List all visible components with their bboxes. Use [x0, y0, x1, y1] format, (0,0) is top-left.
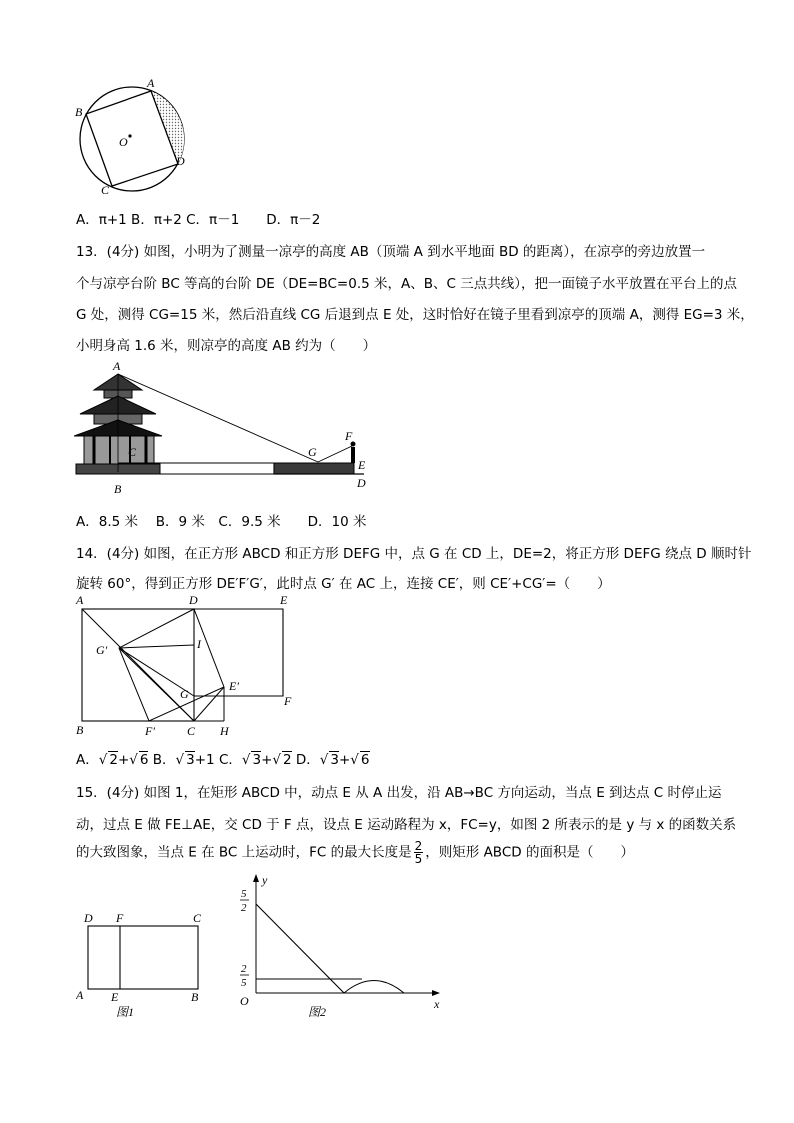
q15-line3-b: ，则矩形 ABCD 的面积是（ ） [425, 844, 634, 861]
fig1-label-f: F [116, 911, 124, 925]
q12-label-a: A [147, 76, 155, 90]
q14-label-d: D [189, 593, 198, 607]
fig2-arc [344, 981, 404, 994]
q14-opt-a-plus: + [117, 752, 130, 768]
q14-label-c: C [187, 724, 196, 738]
fig2-low-num: 2 [241, 963, 247, 975]
q14-label-b: B [76, 723, 84, 737]
fig2-low-den: 5 [241, 977, 247, 989]
q14-opt-d-r2: 6 [360, 752, 370, 768]
q14-label-h: H [220, 724, 229, 738]
person [351, 442, 356, 464]
q14-opt-d-r1: 3 [330, 752, 339, 768]
q12-center-dot [128, 134, 131, 137]
q15-fraction [414, 840, 424, 865]
fig1-label-b: B [191, 990, 199, 1004]
q12-label-c: C [101, 183, 110, 197]
q14-label-g: G [180, 687, 189, 701]
q15-fig1 [76, 906, 216, 1031]
q13-label-d: D [357, 476, 366, 490]
q13-label-a: A [113, 360, 121, 373]
q15-frac-num: 2 [414, 839, 423, 853]
q14-opt-c-plus: + [261, 752, 273, 768]
q14-opt-c-prefix: C． [218, 752, 242, 768]
q14-line2: 旋转 60°，得到正方形 DE′F′G′，此时点 G′ 在 AC 上，连接 CE′，则 CE′+CG′=（ ） [76, 576, 611, 592]
q13-label-c: C [128, 445, 137, 459]
q14-opt-a-r2: 6 [139, 752, 149, 768]
fig2-label-o: O [240, 994, 249, 1008]
q14-opt-b-r: 3 [186, 752, 195, 768]
q15-line2: 动，过点 E 做 FE⊥AE，交 CD 于 F 点，设点 E 运动路程为 x，FC=y，如图 2 所表示的是 y 与 x 的函数关系 [76, 817, 737, 833]
q14-opt-b-prefix: B． [148, 752, 176, 768]
q13-line2: 个与凉亭台阶 BC 等高的台阶 DE（DE=BC=0.5 米，A、B、C 三点共线），把一面镜子水平放置在平台上的点 [76, 276, 737, 292]
q13-line3: G 处，测得 CG=15 米，然后沿直线 CG 后退到点 E 处，这时恰好在镜子里看到凉亭的顶端 A，测得 EG=3 米， [76, 307, 754, 323]
q13-label-b: B [114, 482, 122, 496]
q15-line3-a: 的大致图象，当点 E 在 BC 上运动时，FC 的最大长度是 [76, 844, 412, 861]
q13-figure [74, 360, 384, 500]
q14-line1: 14．(4分) 如图，在正方形 ABCD 和正方形 DEFG 中，点 G 在 CD 上，DE=2，将正方形 DEFG 绕点 D 顺时针 [76, 546, 752, 562]
q14-opt-c-r2: 2 [283, 752, 292, 768]
q13-label-g: G [308, 445, 317, 459]
q14-label-g2: G′ [96, 643, 108, 657]
q14-opt-d-prefix: D． [291, 752, 320, 768]
q14-label-f: F [284, 694, 292, 708]
q13-options: A．8.5 米 B．9 米 C．9.5 米 D．10 米 [76, 514, 367, 530]
q14-opt-c-r1: 3 [252, 752, 262, 768]
fig2-label-y: y [262, 873, 268, 887]
q14-figure [72, 592, 312, 742]
q13-label-f: F [345, 429, 353, 443]
fig2-label-x: x [434, 997, 440, 1011]
q12-options: A．π+1 B．π+2 C．π－1 D．π－2 [76, 212, 321, 228]
q12-label-b: B [75, 105, 83, 119]
q15-line1: 15．(4分) 如图 1，在矩形 ABCD 中，动点 E 从 A 出发，沿 AB→BC 方向运动，当点 E 到达点 C 时停止运 [76, 785, 722, 801]
fig1-label-c: C [193, 911, 202, 925]
q12-label-d: D [176, 154, 185, 168]
fig1-label-d: D [84, 911, 93, 925]
fig1-label-e: E [111, 990, 119, 1004]
fig1-caption: 图1 [116, 1005, 135, 1019]
q13-label-e: E [358, 458, 366, 472]
q14-opt-a-r1: 2 [109, 752, 118, 768]
q12-label-o: O [119, 135, 128, 149]
q13-line1: 13．(4分) 如图，小明为了测量一凉亭的高度 AB（顶端 A 到水平地面 BD 的距离），在凉亭的旁边放置一 [76, 244, 706, 260]
q14-label-f2: F′ [145, 724, 155, 738]
q14-opt-b-tail: +1 [194, 752, 219, 768]
q15-line3 [76, 840, 634, 865]
q14-label-a: A [76, 593, 84, 607]
q15-frac-den: 5 [414, 852, 423, 866]
q14-label-e: E [280, 593, 288, 607]
fig2-top-num: 5 [241, 888, 247, 900]
fig1-label-a: A [76, 988, 84, 1002]
q14-label-i: I [197, 637, 201, 651]
q13-line4: 小明身高 1.6 米，则凉亭的高度 AB 约为（ ） [76, 338, 377, 354]
fig2-caption: 图2 [308, 1005, 327, 1019]
fig2-descending-line [256, 904, 344, 993]
q14-opt-a-prefix: A． [76, 752, 99, 768]
q14-options: A．√ 2+√ 6 B．√ 3+1 C．√ 3+√ 2 D．√ 3+√ 6 [76, 752, 370, 768]
q12-figure [72, 76, 202, 198]
fig2-top-den: 2 [241, 902, 247, 914]
q14-opt-d-plus: + [338, 752, 351, 768]
q15-fig2 [234, 870, 454, 1025]
q14-label-e2: E′ [229, 679, 239, 693]
step-de [274, 463, 354, 474]
